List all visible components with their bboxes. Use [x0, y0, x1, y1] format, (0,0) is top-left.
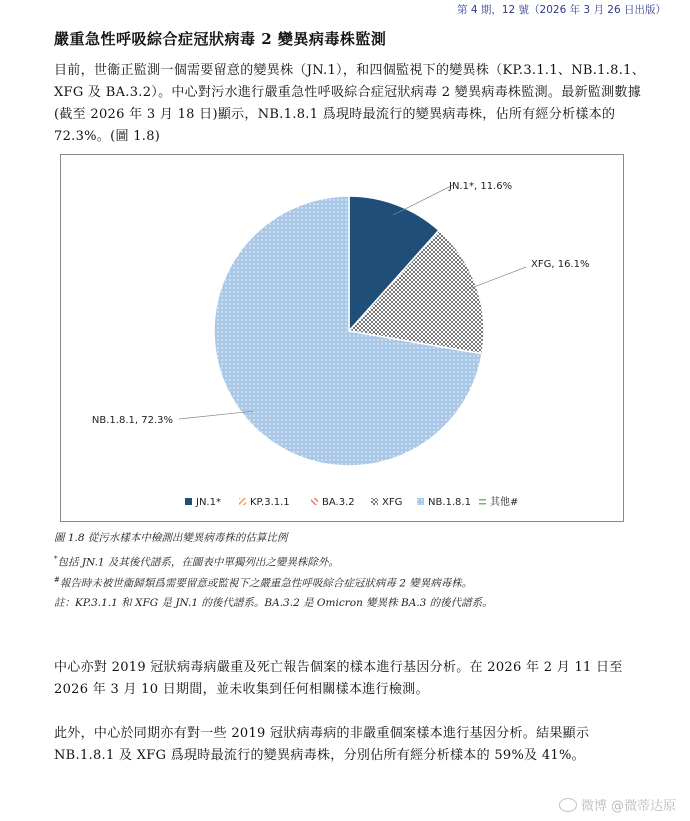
weibo-logo-icon [559, 798, 577, 812]
leader-line [466, 267, 526, 290]
slice-label: NB.1.8.1, 72.3% [91, 415, 173, 426]
footnote-text: 報告時未被世衞歸類爲需要留意或監視下之嚴重急性呼吸綜合症冠狀病毒 2 變異病毒株。 [59, 577, 473, 590]
footnote-hash [54, 572, 674, 593]
paragraph-non-severe-cases: 此外，中心於同期亦有對一些 2019 冠狀病毒病的非嚴重個案樣本進行基因分析。結果顯示 NB.1.8.1 及 XFG 爲現時最流行的變異病毒株，分別佔所有經分析樣本的 59%及 41%。 [54, 726, 590, 763]
pie-chart-box [60, 154, 624, 522]
watermark-text: 微博 @微蒂达原 [580, 799, 676, 814]
paragraph-severe-cases: 中心亦對 2019 冠狀病毒病嚴重及死亡報告個案的樣本進行基因分析。在 2026 年 2 月 11 日至 2026 年 3 月 10 日期間，並未收集到任何相關樣本進行檢測。 [54, 660, 623, 697]
leader-line [393, 185, 453, 215]
legend-label: KP.3.1.1 [250, 497, 290, 508]
paragraph-variant-monitoring: 目前，世衞正監測一個需要留意的變異株（JN.1），和四個監視下的變異株（KP.3.1.1、NB.1.8.1、XFG 及 BA.3.2）。中心對污水進行嚴重急性呼吸綜合症冠狀病毒 2 變異病毒株監測。最新監測數據(截至 2026 年 3 月 18 日)顯示，NB.1.8.1 爲現時最流行的變異病毒株，佔所有經分析樣本的 72.3%。(圖 1.8) [54, 63, 646, 144]
legend-swatch [311, 498, 318, 505]
legend-swatch [185, 498, 192, 505]
legend-label: JN.1* [196, 497, 221, 508]
legend-swatch [371, 498, 378, 505]
footnote-note: 註：KP.3.1.1 和 XFG 是 JN.1 的後代譜系。BA.3.2 是 Omicron 變異株 BA.3 的後代譜系。 [54, 597, 493, 609]
footnote-asterisk [54, 551, 674, 572]
issue-header: 第 4 期，12 號（2026 年 3 月 26 日出版） [456, 4, 666, 16]
watermark [559, 795, 676, 814]
figure-caption: 圖 1.8 從污水樣本中檢測出變異病毒株的估算比例 [54, 532, 288, 544]
pie-chart [61, 155, 623, 521]
footnote-text: 包括 JN.1 及其後代譜系，在圖表中單獨列出之變異株除外。 [57, 556, 339, 569]
legend-swatch [417, 498, 424, 505]
legend-label: XFG [382, 497, 403, 508]
slice-label: XFG, 16.1% [531, 259, 590, 270]
legend-swatch [479, 498, 486, 505]
legend-swatch [239, 498, 246, 505]
legend-label: 其他# [490, 497, 519, 508]
legend-label: NB.1.8.1 [428, 497, 471, 508]
slice-label: JN.1*, 11.6% [449, 181, 513, 192]
footnote-mark: # [54, 576, 60, 584]
legend-label: BA.3.2 [322, 497, 355, 508]
section-title: 嚴重急性呼吸綜合症冠狀病毒 2 變異病毒株監測 [54, 30, 387, 48]
footnote-mark: * [54, 555, 58, 563]
